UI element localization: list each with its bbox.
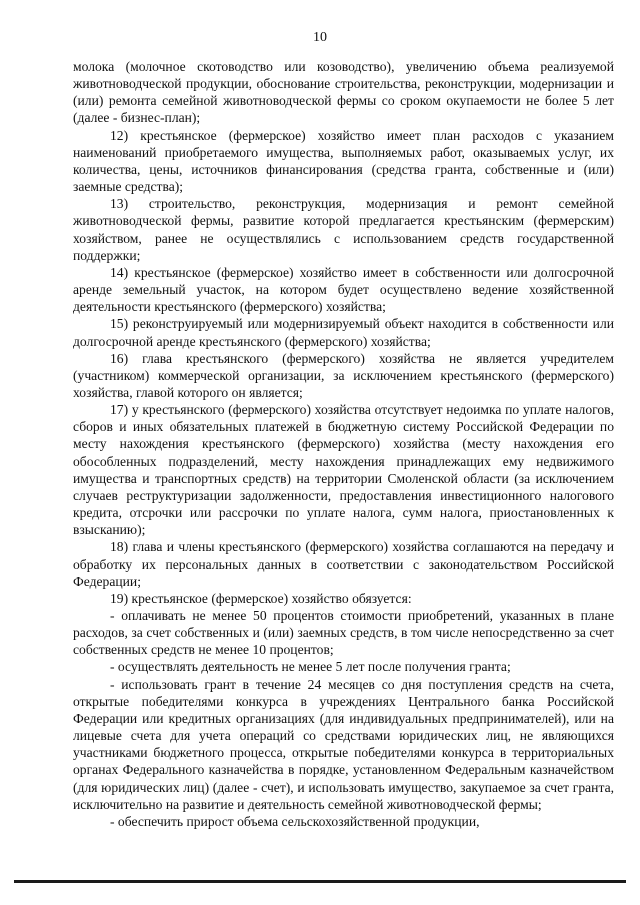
paragraph-item-16: 16) глава крестьянского (фермерского) хозяйства не является учредителем (участником) коммерческой организации, за исключением крестьянского (фермерского) хозяйства, главой которого он является; bbox=[73, 350, 614, 400]
paragraph-item-13: 13) строительство, реконструкция, модернизация и ремонт семейной животноводческой фермы, развитие которой предлагается крестьянским (фермерским) хозяйством, ранее не осуществлялись с использованием средств государственной поддержки; bbox=[73, 196, 614, 263]
paragraph-item-12: 12) крестьянское (фермерское) хозяйство имеет план расходов с указанием наименований приобретаемого имущества, выполняемых работ, оказываемых услуг, их количества, цены, источников финансирования (средства гранта, собственные и (или) заемные средства); bbox=[73, 127, 614, 195]
paragraph-item-18: 18) глава и члены крестьянского (фермерского) хозяйства соглашаются на передачу и обработку их персональных данных в соответствии с законодательством Российской Федерации; bbox=[73, 539, 614, 589]
paragraph-item-19: 19) крестьянское (фермерское) хозяйство обязуется: bbox=[110, 590, 412, 606]
obligation-activity-period: - осуществлять деятельность не менее 5 лет после получения гранта; bbox=[110, 659, 511, 675]
paragraph-continuation: молока (молочное скотоводство или козоводство), увеличению объема реализуемой животноводческой продукции, обоснование строительства, реконструкции, модернизации и (или) ремонта семейной животноводческой фермы со сроком окупаемости не более 5 лет (далее - бизнес-план); bbox=[73, 59, 614, 126]
page-bottom-rule bbox=[14, 880, 626, 883]
obligation-production-growth: - обеспечить прирост объема сельскохозяйственной продукции, bbox=[110, 813, 480, 829]
document-body bbox=[73, 58, 614, 830]
obligation-grant-use: - использовать грант в течение 24 месяцев со дня поступления средств на счета, открытые победителями конкурса в учреждениях Центрального банка Российской Федерации или кредитных организациях (для индивидуальных предпринимателей), или на лицевые счета для учета операций со средствами юридических лиц, не являющихся участниками бюджетного процесса, открытые победителями конкурса в территориальных органах Федерального казначейства в порядке, установленном Федеральным казначейством (для юридических лиц) (далее - счет), и использовать имущество, закупаемое за счет гранта, исключительно на развитие и деятельность семейной животноводческой фермы; bbox=[73, 676, 614, 812]
paragraph-item-14: 14) крестьянское (фермерское) хозяйство имеет в собственности или долгосрочной аренде земельный участок, на котором будет осуществлено ведение хозяйственной деятельности крестьянского (фермерского) хозяйства; bbox=[73, 264, 614, 315]
paragraph-item-17: 17) у крестьянского (фермерского) хозяйства отсутствует недоимка по уплате налогов, сборов и иных обязательных платежей в бюджетную систему Российской Федерации по месту нахождения крестьянского (фермерского) хозяйства (месту нахождения его обособленных подразделений, месту нахождения принадлежащих ему недвижимого имущества и транспортных средств) на территории Смоленской области (за исключением случаев реструктуризации задолженности, предоставления инвестиционного налогового кредита, отсрочки или рассрочки по уплате налога, сумм налога, приостановленных к взысканию); bbox=[73, 402, 614, 538]
page-number: 10 bbox=[313, 30, 327, 45]
obligation-payment: - оплачивать не менее 50 процентов стоимости приобретений, указанных в плане расходов, за счет собственных и (или) заемных средств, в том числе непосредственно за счет собственных средств не менее 10 процентов; bbox=[73, 608, 614, 658]
paragraph-item-15: 15) реконструируемый или модернизируемый объект находится в собственности или долгосрочной аренде крестьянского (фермерского) хозяйства; bbox=[73, 316, 614, 349]
